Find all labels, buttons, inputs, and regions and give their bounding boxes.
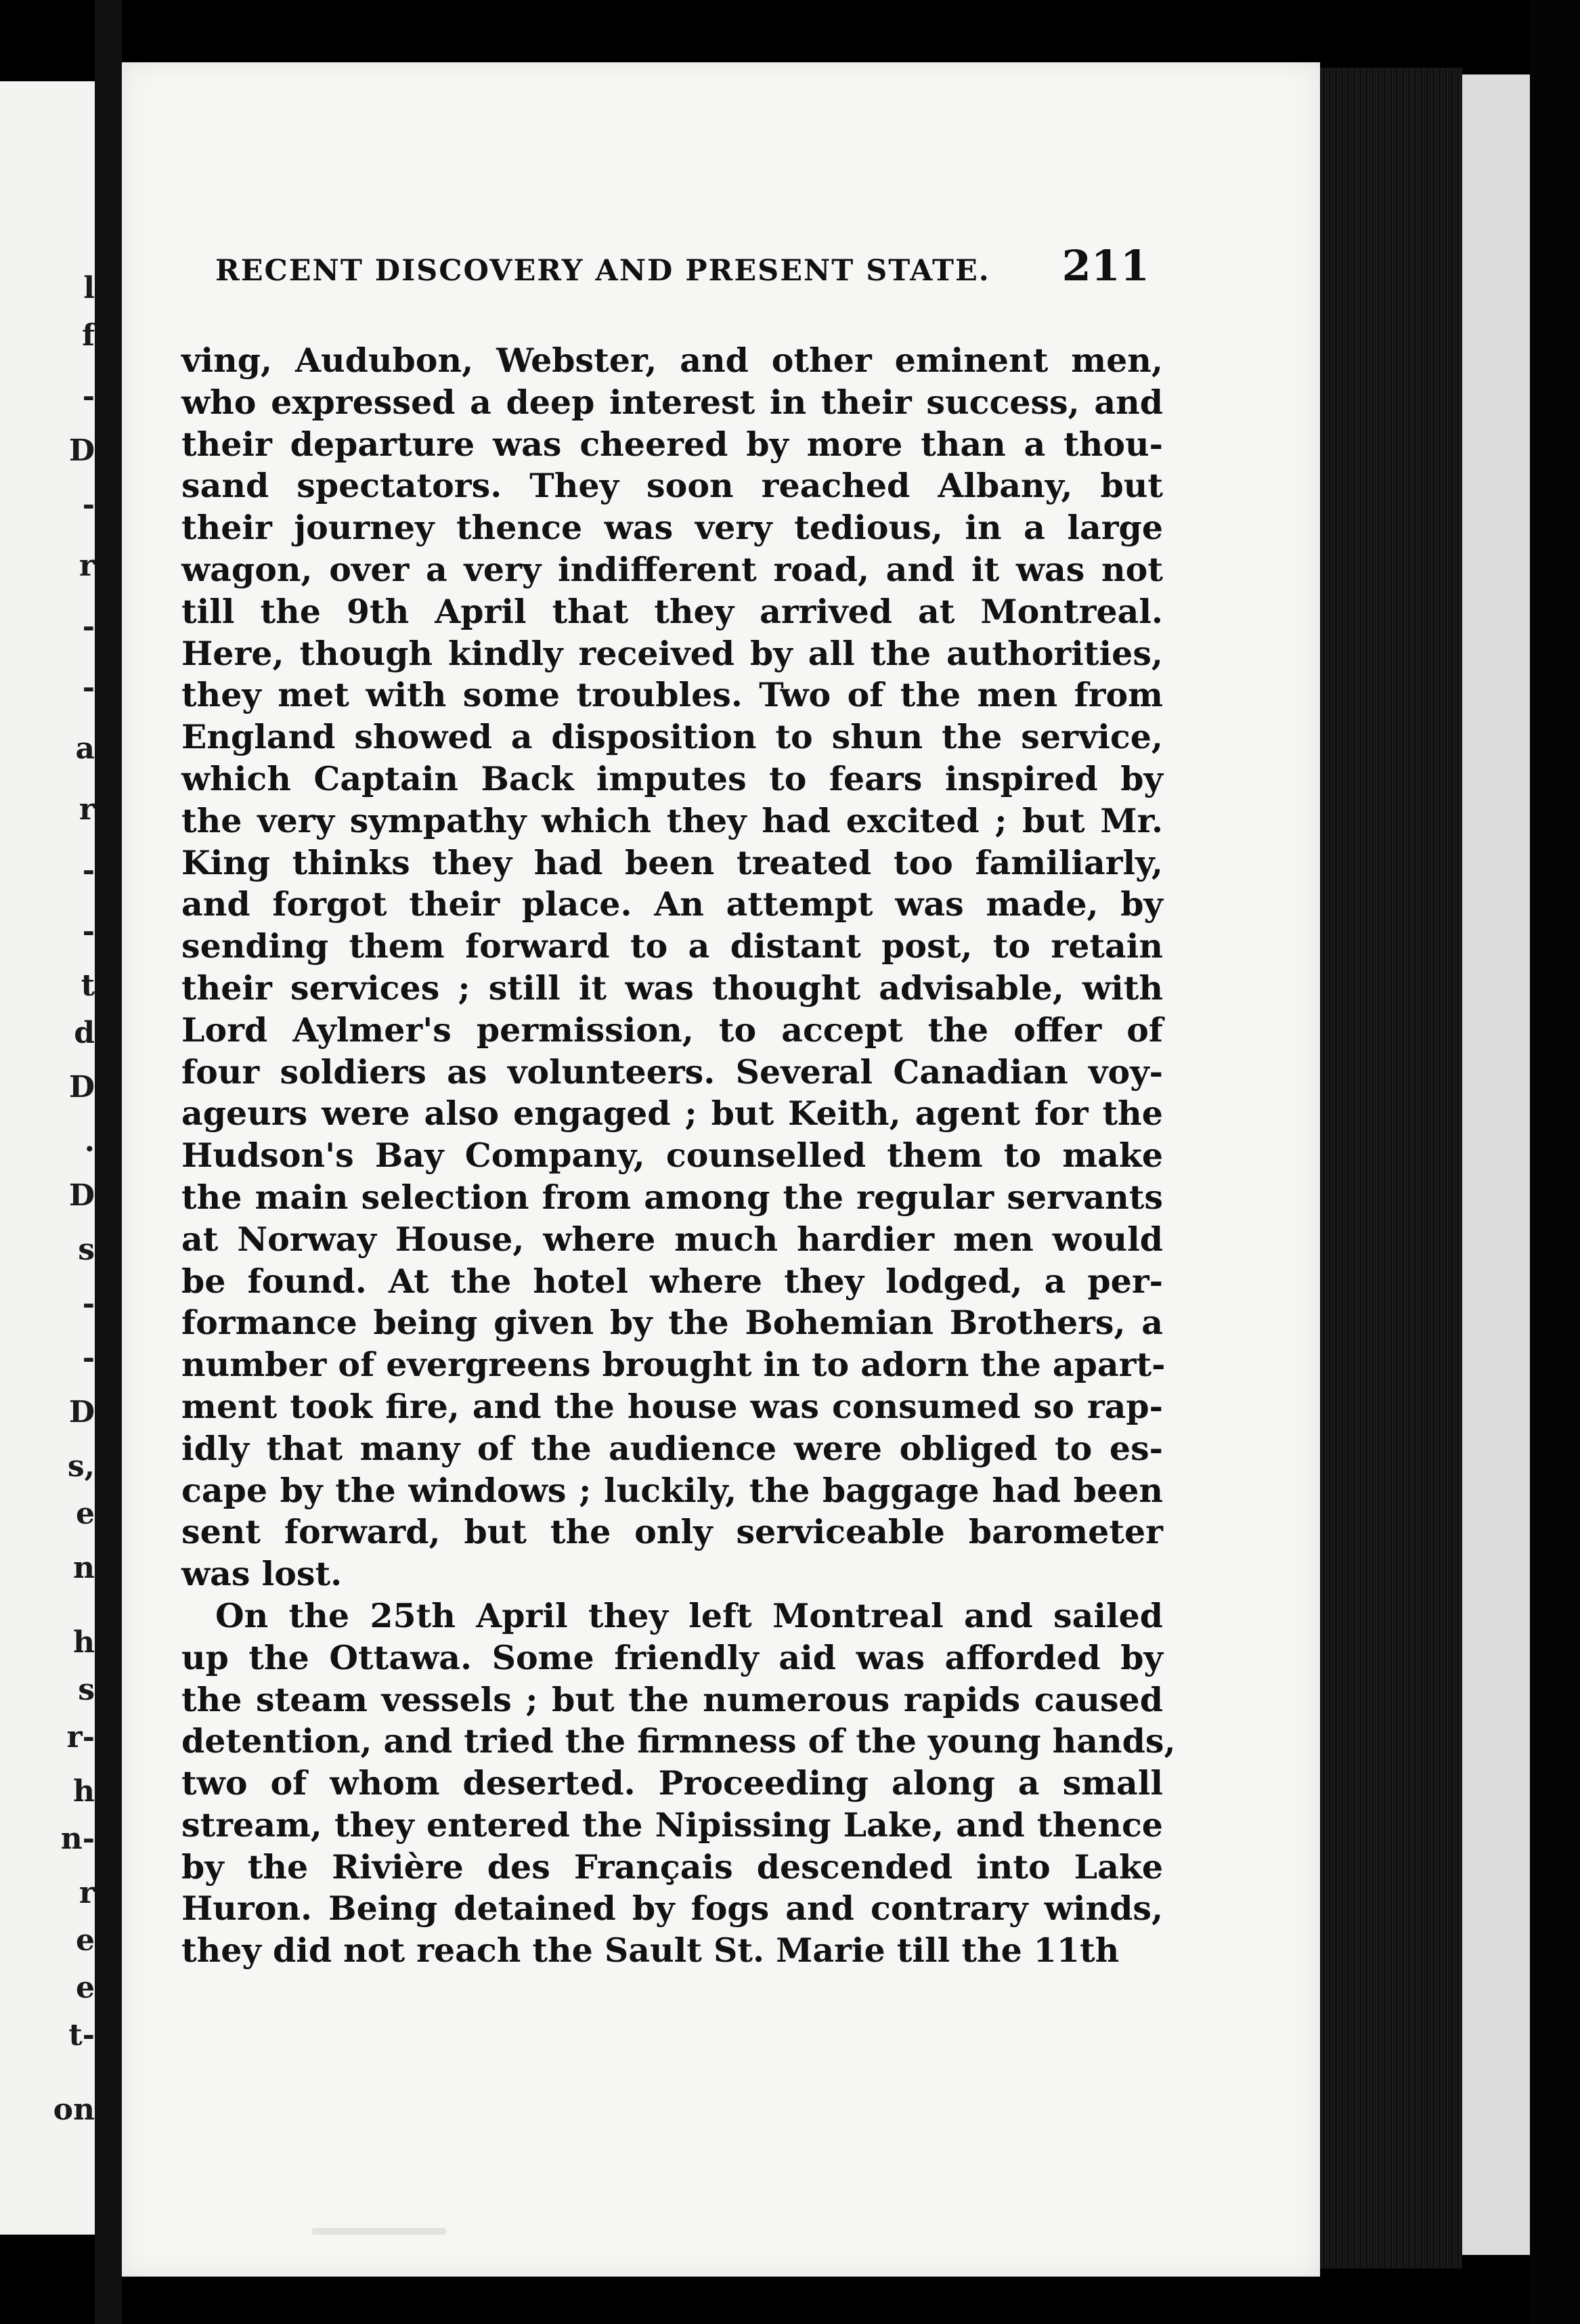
page-number: 211 — [1061, 241, 1149, 290]
text-line: which Captain Back imputes to fears inspired by — [181, 758, 1163, 798]
margin-character: D — [68, 433, 95, 468]
margin-character: - — [82, 1287, 95, 1321]
margin-character: r — [79, 792, 95, 827]
margin-character: s — [78, 1673, 95, 1707]
text-line: England showed a disposition to shun the service, — [181, 717, 1163, 757]
book-gutter — [95, 0, 122, 2324]
text-line: ment took fire, and the house was consumed so rap- — [181, 1386, 1163, 1426]
text-line: their journey thence was very tedious, in a large — [181, 508, 1163, 548]
text-line: they met with some troubles. Two of the men from — [181, 675, 1163, 715]
page-header — [215, 241, 1149, 290]
text-line: four soldiers as volunteers. Several Canadian voy- — [181, 1052, 1163, 1092]
text-line: stream, they entered the Nipissing Lake, and thence — [181, 1805, 1163, 1845]
text-line: sent forward, but the only serviceable barometer — [181, 1512, 1163, 1552]
margin-character: - — [82, 488, 95, 522]
margin-character: r- — [66, 1720, 95, 1755]
margin-character: s — [78, 1232, 95, 1267]
text-line: by the Rivière des Français descended into Lake — [181, 1847, 1163, 1887]
body-text — [181, 340, 1176, 1972]
text-line: Hudson's Bay Company, counselled them to make — [181, 1136, 1163, 1176]
text-line: till the 9th April that they arrived at Montreal. — [181, 591, 1163, 631]
page-stack-edge — [1320, 68, 1462, 2268]
text-line: Huron. Being detained by fogs and contrary winds, — [181, 1889, 1163, 1929]
margin-character: D — [68, 1070, 95, 1104]
margin-character: h — [73, 1625, 95, 1660]
margin-character: t- — [68, 2018, 95, 2052]
margin-character: a — [75, 731, 95, 766]
margin-character: n — [73, 1551, 95, 1585]
text-line: the very sympathy which they had excited ; but Mr. — [181, 800, 1163, 840]
text-line: their services ; still it was thought advisable, with — [181, 968, 1163, 1008]
margin-character: d — [74, 1016, 95, 1050]
left-page-margin-characters — [0, 81, 95, 2235]
text-line: detention, and tried the firmness of the young hands, — [181, 1721, 1176, 1761]
margin-character: - — [82, 670, 95, 705]
margin-character: D — [68, 1178, 95, 1213]
text-line: Here, though kindly received by all the authorities, — [181, 633, 1163, 673]
page-smudge — [311, 2228, 447, 2235]
text-line: King thinks they had been treated too familiarly, — [181, 842, 1163, 882]
margin-character: n- — [60, 1822, 95, 1856]
text-line: sending them forward to a distant post, to retain — [181, 926, 1163, 966]
margin-character: t — [81, 968, 95, 1003]
margin-character: - — [82, 379, 95, 414]
text-line: idly that many of the audience were obliged to es- — [181, 1428, 1163, 1468]
text-line: the steam vessels ; but the numerous rapids caused — [181, 1679, 1163, 1719]
text-line: two of whom deserted. Proceeding along a small — [181, 1763, 1163, 1803]
margin-character: D — [68, 1395, 95, 1429]
text-line: wagon, over a very indifferent road, and it was not — [181, 549, 1163, 589]
text-line: was lost. — [181, 1554, 343, 1594]
text-line: ving, Audubon, Webster, and other eminent men, — [181, 341, 1163, 380]
text-line: ageurs were also engaged ; but Keith, agent for the — [181, 1094, 1163, 1134]
text-line: up the Ottawa. Some friendly aid was afforded by — [181, 1637, 1163, 1677]
margin-character: h — [73, 1774, 95, 1809]
text-line: at Norway House, where much hardier men would — [181, 1219, 1163, 1259]
text-line: their departure was cheered by more than a thou- — [181, 424, 1163, 464]
margin-character: - — [82, 1341, 95, 1375]
right-page-fragment — [1462, 74, 1530, 2255]
text-line: formance being given by the Bohemian Brothers, a — [181, 1303, 1163, 1343]
text-line: be found. At the hotel where they lodged, a per- — [181, 1261, 1163, 1301]
scan-border — [1530, 0, 1580, 2324]
margin-character: r — [79, 548, 95, 583]
margin-character: l — [83, 271, 95, 305]
text-line: Lord Aylmer's permission, to accept the offer of — [181, 1010, 1163, 1050]
margin-character: - — [82, 609, 95, 644]
running-head: RECENT DISCOVERY AND PRESENT STATE. — [215, 254, 990, 288]
text-line: and forgot their place. An attempt was made, by — [181, 884, 1163, 924]
margin-character: on — [53, 2092, 95, 2127]
text-line: who expressed a deep interest in their success, and — [181, 382, 1163, 422]
margin-character: - — [82, 853, 95, 888]
text-line: cape by the windows ; luckily, the baggage had been — [181, 1470, 1163, 1510]
margin-character: e — [76, 1497, 95, 1531]
margin-character: s, — [67, 1449, 95, 1484]
text-line: On the 25th April they left Montreal and sailed — [215, 1595, 1163, 1635]
margin-character: f — [82, 318, 95, 353]
text-line: number of evergreens brought in to adorn the apart- — [181, 1345, 1166, 1385]
margin-character: e — [76, 1971, 95, 2005]
text-line: the main selection from among the regular servants — [181, 1177, 1163, 1217]
margin-character: e — [76, 1923, 95, 1958]
margin-character: r — [79, 1876, 95, 1910]
margin-character: . — [84, 1124, 95, 1159]
text-line: they did not reach the Sault St. Marie till the 11th — [181, 1931, 1120, 1971]
margin-character: - — [82, 914, 95, 949]
text-line: sand spectators. They soon reached Albany, but — [181, 466, 1163, 506]
left-page-fragment — [0, 81, 97, 2235]
